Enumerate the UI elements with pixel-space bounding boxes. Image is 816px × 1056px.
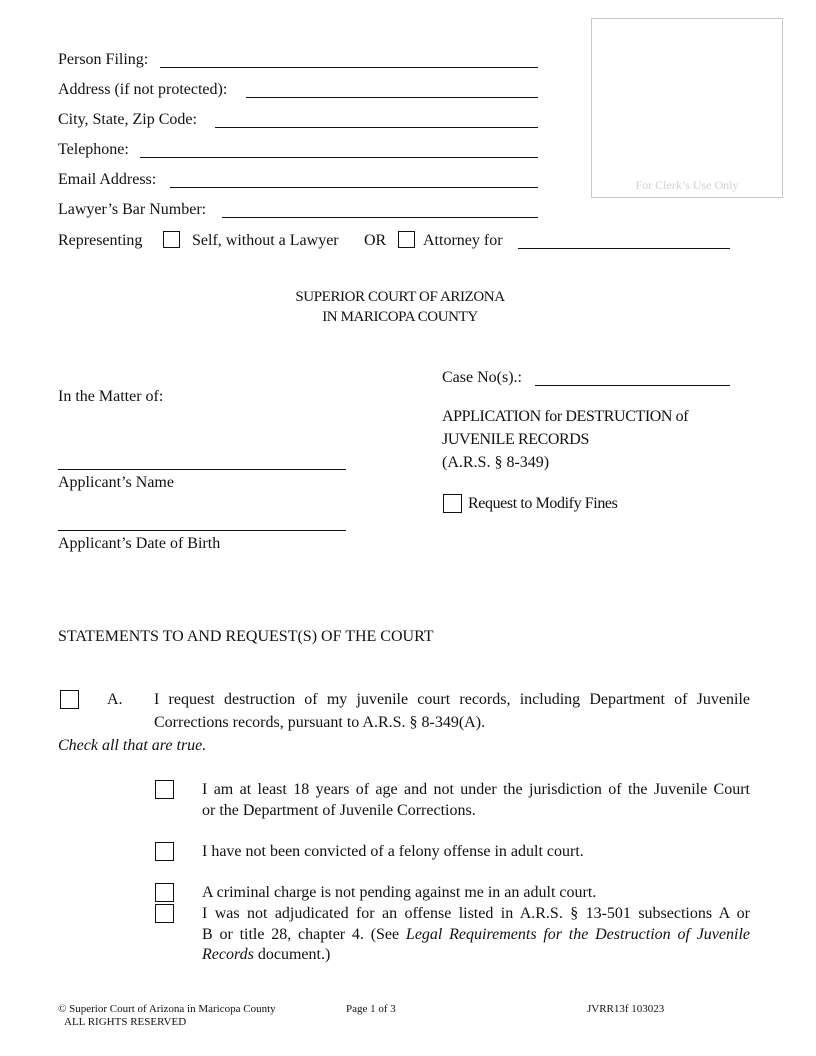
- application-title-line2: JUVENILE RECORDS: [442, 431, 589, 448]
- request-a-checkbox[interactable]: [60, 690, 79, 709]
- item4-records-reference: Records: [202, 946, 254, 963]
- item4-checkbox[interactable]: [155, 904, 174, 923]
- item4-text-line3: [202, 946, 330, 964]
- request-a-letter: A.: [107, 691, 123, 708]
- bar-number-field[interactable]: [222, 217, 538, 218]
- item2-text: I have not been convicted of a felony offense in adult court.: [202, 843, 584, 860]
- footer-page-number: Page 1 of 3: [346, 1003, 396, 1015]
- check-all-instruction: Check all that are true.: [58, 737, 207, 754]
- telephone-field[interactable]: [140, 157, 538, 158]
- email-label: Email Address:: [58, 171, 157, 188]
- request-a-text-line2: Corrections records, pursuant to A.R.S. § 8-349(A).: [154, 714, 486, 731]
- statements-heading: STATEMENTS TO AND REQUEST(S) OF THE COURT: [58, 628, 434, 645]
- city-label: City, State, Zip Code:: [58, 111, 197, 128]
- court-name: SUPERIOR COURT OF ARIZONA: [295, 289, 505, 305]
- address-field[interactable]: [246, 97, 538, 98]
- case-no-field[interactable]: [535, 385, 730, 386]
- item4-text-line2a: B or title 28, chapter 4. (See: [202, 926, 406, 943]
- item1-checkbox[interactable]: [155, 780, 174, 799]
- court-county: IN MARICOPA COUNTY: [322, 309, 478, 325]
- person-filing-label: Person Filing:: [58, 51, 149, 68]
- application-title-line1: APPLICATION for DESTRUCTION of: [442, 408, 689, 425]
- applicant-dob-label: Applicant’s Date of Birth: [58, 535, 221, 552]
- item4-text-line3b: document.): [253, 946, 331, 963]
- address-label: Address (if not protected):: [58, 81, 228, 98]
- case-no-label: Case No(s).:: [442, 369, 522, 386]
- clerk-use-box: [591, 18, 783, 198]
- telephone-label: Telephone:: [58, 141, 129, 158]
- item3-checkbox[interactable]: [155, 883, 174, 902]
- attorney-for-field[interactable]: [518, 248, 730, 249]
- in-matter-label: In the Matter of:: [58, 388, 164, 405]
- item3-text: A criminal charge is not pending against me in an adult court.: [202, 884, 597, 901]
- footer-rights: ALL RIGHTS RESERVED: [64, 1016, 187, 1028]
- bar-number-label: Lawyer’s Bar Number:: [58, 201, 207, 218]
- representing-label: Representing: [58, 232, 143, 249]
- email-field[interactable]: [170, 187, 538, 188]
- applicant-name-label: Applicant’s Name: [58, 474, 174, 491]
- or-label: OR: [364, 232, 387, 249]
- self-checkbox[interactable]: [163, 231, 180, 248]
- footer-copyright: © Superior Court of Arizona in Maricopa County: [58, 1003, 276, 1015]
- request-a-text-line1: I request destruction of my juvenile court records, including Department of Juvenile: [154, 691, 750, 708]
- item4-text-line2: [202, 926, 750, 944]
- item2-checkbox[interactable]: [155, 842, 174, 861]
- footer-form-code: JVRR13f 103023: [587, 1003, 665, 1015]
- item1-text-line2: or the Department of Juvenile Corrections.: [202, 802, 476, 819]
- clerk-use-label: For Clerk’s Use Only: [635, 178, 739, 192]
- applicant-name-field[interactable]: [58, 469, 346, 470]
- person-filing-field[interactable]: [160, 67, 538, 68]
- city-field[interactable]: [215, 127, 538, 128]
- attorney-option-label: Attorney for: [423, 232, 503, 249]
- applicant-dob-field[interactable]: [58, 530, 346, 531]
- modify-fines-checkbox[interactable]: [443, 494, 462, 513]
- self-option-label: Self, without a Lawyer: [192, 232, 339, 249]
- attorney-checkbox[interactable]: [398, 231, 415, 248]
- item1-text-line1: I am at least 18 years of age and not under the jurisdiction of the Juvenile Court: [202, 781, 750, 798]
- application-title-line3: (A.R.S. § 8-349): [442, 454, 550, 471]
- item4-text-line1: I was not adjudicated for an offense listed in A.R.S. § 13-501 subsections A or: [202, 905, 750, 922]
- item4-legal-reference: Legal Requirements for the Destruction of Juvenile: [405, 926, 750, 943]
- modify-fines-label: Request to Modify Fines: [468, 495, 618, 512]
